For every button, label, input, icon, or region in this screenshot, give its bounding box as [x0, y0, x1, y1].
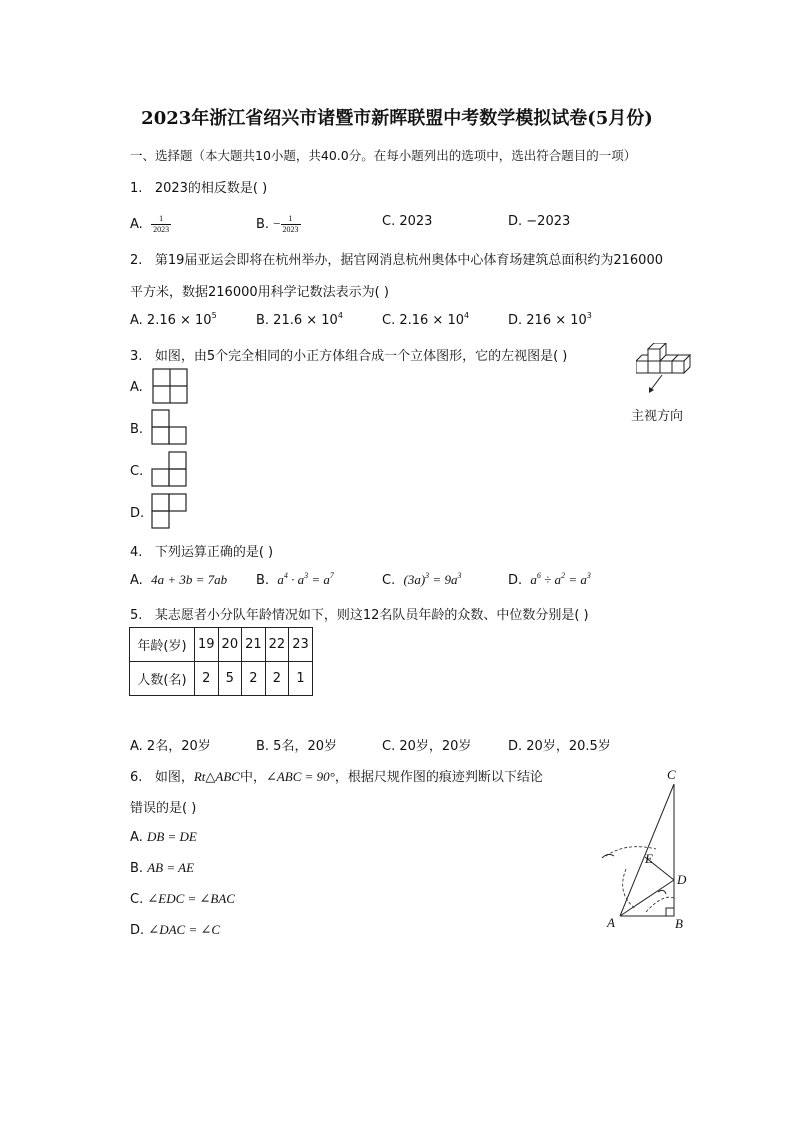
option-b[interactable] — [256, 572, 334, 588]
fraction — [281, 214, 301, 235]
question-number: 6. — [130, 770, 143, 785]
option-d[interactable]: D. 20岁，20.5岁 — [508, 739, 611, 754]
question-6-continued: 错误的是( ) — [130, 801, 197, 816]
option-b[interactable] — [130, 422, 143, 437]
option-expression: ∠EDC = ∠BAC — [147, 891, 235, 906]
option-expression: $(3a)^3 = 9a^3$ — [403, 571, 462, 587]
question-3 — [130, 345, 567, 364]
option-letter: C. — [130, 892, 144, 907]
question-text: 中， — [239, 770, 266, 785]
option-letter: B. — [256, 573, 270, 588]
page-title: 2023年浙江省绍兴市诸暨市新晖联盟中考数学模拟试卷(5月份) — [141, 108, 653, 129]
option-expression: 4a + 3b = 7ab — [151, 572, 228, 587]
option-c-shape — [151, 451, 189, 487]
option-b[interactable] — [130, 860, 194, 876]
option-a[interactable] — [130, 380, 143, 395]
segment-ac — [620, 784, 674, 916]
option-text: A. 2.16 × 10 — [130, 313, 212, 328]
table-cell: 1 — [289, 662, 313, 696]
option-text: B. 21.6 × 10 — [256, 313, 338, 328]
option-text: D. 216 × 10 — [508, 313, 587, 328]
option-letter: B. — [130, 861, 144, 876]
option-c[interactable] — [382, 572, 461, 588]
right-angle-marker — [666, 908, 674, 916]
table-row — [130, 628, 313, 662]
option-d[interactable] — [508, 313, 592, 328]
question-4 — [130, 541, 273, 560]
question-6 — [130, 766, 543, 785]
option-a[interactable] — [130, 313, 217, 328]
table-row — [130, 662, 313, 696]
question-5 — [130, 604, 589, 623]
option-b[interactable] — [256, 214, 301, 235]
arc-mark — [658, 890, 666, 894]
question-text: 第19届亚运会即将在杭州举办，据官网消息杭州奥体中心体育场建筑总面积约为216000 — [154, 253, 663, 268]
question-text: 下列运算正确的是( ) — [154, 545, 274, 560]
question-text: 某志愿者小分队年龄情况如下，则这12名队员年龄的众数、中位数分别是( ) — [154, 608, 589, 623]
numerator: 1 — [281, 214, 301, 225]
option-c[interactable]: C. 20岁，20岁 — [382, 739, 472, 754]
table-header-age: 年龄(岁) — [130, 628, 195, 662]
point-label-a: A — [607, 915, 615, 930]
view-direction-label: 主视方向 — [631, 409, 684, 424]
option-letter: A. — [130, 217, 143, 232]
table-header-count: 人数(名) — [130, 662, 195, 696]
question-text: 2023的相反数是( ) — [154, 181, 268, 196]
option-c[interactable] — [130, 891, 235, 907]
point-label-c: C — [667, 767, 676, 782]
table-cell: 5 — [218, 662, 242, 696]
option-a[interactable]: A. 2名，20岁 — [130, 739, 211, 754]
question-text: 如图， — [154, 770, 194, 785]
option-letter: A. — [130, 380, 143, 395]
option-expression: DB = DE — [146, 829, 197, 844]
option-b-shape — [151, 409, 189, 445]
fraction — [151, 214, 171, 235]
option-letter: B. — [130, 422, 144, 437]
table-cell: 22 — [265, 628, 289, 662]
minus-sign: − — [273, 216, 281, 231]
option-letter: B. — [256, 217, 270, 232]
option-a[interactable] — [130, 214, 171, 235]
numerator: 1 — [151, 214, 171, 225]
section-heading: 一、选择题（本大题共10小题，共40.0分。在每小题列出的选项中，选出符合题目的一项） — [130, 148, 637, 163]
option-c[interactable] — [382, 313, 469, 328]
question-number: 4. — [130, 545, 143, 560]
exponent: 3 — [586, 311, 592, 320]
construction-arc — [623, 869, 636, 909]
option-d[interactable]: D. −2023 — [508, 214, 571, 229]
option-letter: C. — [130, 464, 144, 479]
denominator: 2023 — [153, 225, 170, 234]
option-b[interactable]: B. 5名，20岁 — [256, 739, 337, 754]
age-table — [129, 627, 313, 696]
construction-arc — [646, 897, 676, 912]
question-2 — [130, 249, 663, 268]
question-1 — [130, 177, 267, 196]
table-cell: 23 — [289, 628, 313, 662]
arc-mark — [602, 854, 614, 858]
option-a[interactable] — [130, 572, 227, 588]
option-text: C. 2.16 × 10 — [382, 313, 464, 328]
option-b[interactable] — [256, 313, 343, 328]
table-cell: 20 — [218, 628, 242, 662]
cube-stack-figure — [636, 343, 696, 395]
option-letter: D. — [130, 923, 145, 938]
option-expression: $a^4 \cdot a^3 = a^7$ — [277, 571, 334, 587]
exponent: 5 — [211, 311, 217, 320]
table-cell: 2 — [195, 662, 219, 696]
question-number: 3. — [130, 349, 143, 364]
option-letter: D. — [130, 506, 145, 521]
question-number: 5. — [130, 608, 143, 623]
option-letter: A. — [130, 573, 143, 588]
option-expression: $a^6 \div a^2 = a^3$ — [530, 571, 591, 587]
option-d-shape — [151, 493, 189, 529]
option-c[interactable] — [130, 464, 143, 479]
option-d[interactable] — [508, 572, 591, 588]
exponent: 4 — [464, 311, 470, 320]
math-text: ∠ABC = 90° — [265, 769, 335, 784]
option-a-shape — [152, 368, 188, 404]
option-d[interactable] — [130, 922, 220, 938]
option-a[interactable] — [130, 829, 197, 845]
table-cell: 19 — [195, 628, 219, 662]
table-cell: 2 — [265, 662, 289, 696]
table-cell: 21 — [242, 628, 266, 662]
denominator: 2023 — [282, 225, 299, 234]
option-letter: A. — [130, 830, 143, 845]
triangle-construction-figure — [596, 764, 706, 936]
question-2-continued: 平方米，数据216000用科学记数法表示为( ) — [130, 285, 389, 300]
option-expression: ∠DAC = ∠C — [148, 922, 221, 937]
point-label-e: E — [645, 851, 653, 866]
question-number: 2. — [130, 253, 143, 268]
question-text: 如图，由5个完全相同的小正方体组合成一个立体图形，它的左视图是( ) — [154, 349, 568, 364]
table-cell: 2 — [242, 662, 266, 696]
option-c[interactable]: C. 2023 — [382, 214, 433, 229]
option-d[interactable] — [130, 506, 144, 521]
point-label-b: B — [675, 916, 683, 931]
math-text: Rt△ABC — [193, 769, 240, 784]
option-letter: C. — [382, 573, 396, 588]
question-number: 1. — [130, 181, 143, 196]
option-expression: AB = AE — [147, 860, 195, 875]
question-text: ，根据尺规作图的痕迹判断以下结论 — [334, 770, 543, 785]
point-label-d: D — [677, 872, 687, 887]
exponent: 4 — [337, 311, 343, 320]
option-letter: D. — [508, 573, 523, 588]
